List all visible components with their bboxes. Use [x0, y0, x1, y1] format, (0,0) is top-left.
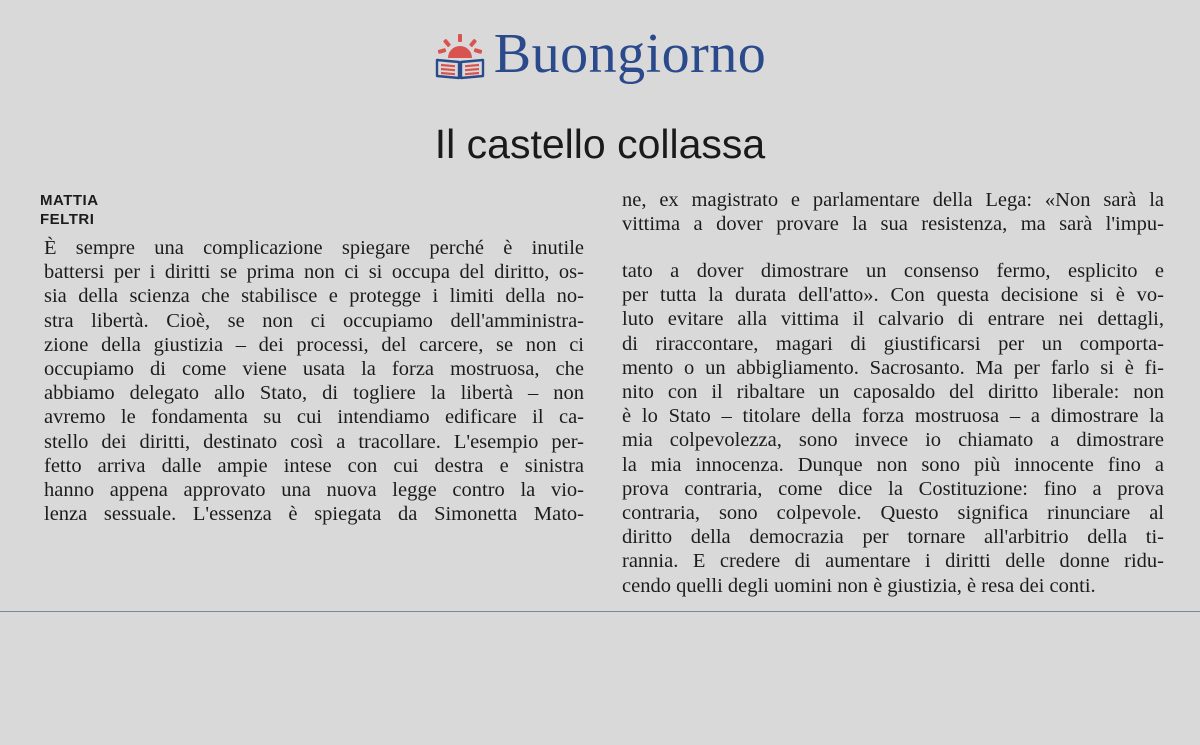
text-line: È sempre una complicazione spiegare perché è inutile	[44, 237, 584, 259]
text-line: vittima a dover provare la sua resistenza, ma sarà l'impu-	[622, 213, 1164, 236]
text-line: di riraccontare, magari di giustificarsi per un comporta-	[622, 332, 1164, 355]
text-line: abbiamo delegato allo Stato, di togliere la libertà – non	[44, 382, 584, 405]
text-line: zione della giustizia – dei processi, del carcere, se non ci	[44, 333, 584, 356]
text-line: mento o un abbigliamento. Sacrosanto. Ma per farlo si è fi-	[622, 356, 1164, 379]
text-line: diritto della democrazia per tornare all'arbitrio della ti-	[622, 526, 1164, 549]
page-divider	[0, 611, 1200, 612]
text-line: per tutta la durata dell'atto». Con questa decisione si è vo-	[622, 284, 1164, 307]
article-column-right	[622, 259, 1164, 598]
author-first-name: MATTIA	[40, 192, 99, 209]
text-line: stello dei diritti, destinato così a tracollare. L'esempio per-	[44, 430, 584, 453]
text-line: tato a dover dimostrare un consenso fermo, esplicito e	[622, 260, 1164, 282]
text-line: prova contraria, come dice la Costituzione: fino a prova	[622, 477, 1164, 500]
author-byline	[40, 191, 99, 229]
text-line: la mia innocenza. Dunque non sono più innocente fino a	[622, 453, 1164, 476]
text-line: fetto arriva dalle ampie intese con cui destra e sinistra	[44, 454, 584, 477]
text-line: occupiamo di come viene usata la forza mostruosa, che	[44, 358, 584, 381]
masthead	[0, 23, 1200, 85]
text-line: avremo le fondamenta su cui intendiamo edificare il ca-	[44, 406, 584, 429]
text-line: sia della scienza che stabilisce e protegge i limiti della no-	[44, 285, 584, 308]
text-line: nito con il ribaltare un caposaldo del diritto liberale: non	[622, 381, 1164, 404]
article-headline: Il castello collassa	[434, 121, 766, 167]
text-line: stra libertà. Cioè, se non ci occupiamo dell'amministra-	[44, 309, 584, 332]
article-column-left	[44, 236, 584, 526]
text-line: lenza sessuale. L'essenza è spiegata da Simonetta Mato-	[44, 503, 584, 526]
text-line: rannia. E credere di aumentare i diritti delle donne ridu-	[622, 550, 1164, 573]
text-line: cendo quelli degli uomini non è giustizia, è resa dei conti.	[622, 574, 1096, 597]
text-line: mia colpevolezza, sono invece io chiamato a dimostrare	[622, 429, 1164, 452]
author-last-name: FELTRI	[40, 211, 95, 228]
text-line: ne, ex magistrato e parlamentare della Lega: «Non sarà la	[622, 189, 1164, 211]
text-line: contraria, sono colpevole. Questo significa rinunciare al	[622, 502, 1164, 525]
text-line: battersi per i diritti se prima non ci si occupa del diritto, os-	[44, 261, 584, 284]
sun-over-open-newspaper-icon	[434, 32, 486, 80]
masthead-title: Buongiorno	[493, 23, 767, 85]
article-column-right-top	[622, 188, 1164, 236]
text-line: hanno appena approvato una nuova legge contro la vio-	[44, 479, 584, 502]
text-line: è lo Stato – titolare della forza mostruosa – a dimostrare la	[622, 405, 1164, 428]
text-line: luto evitare alla vittima il calvario di entrare nei dettagli,	[622, 308, 1164, 331]
